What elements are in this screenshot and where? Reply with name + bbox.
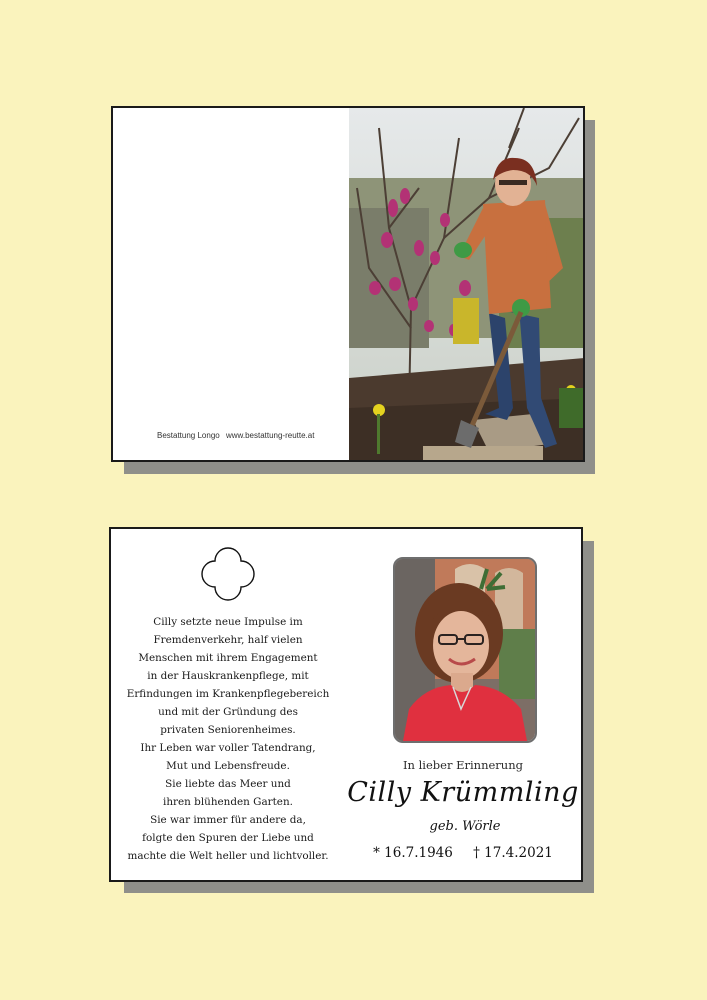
publisher-name: Bestattung Longo bbox=[157, 431, 220, 440]
deceased-name: Cilly Krümmling bbox=[347, 777, 579, 808]
poem-line: Ihr Leben war voller Tatendrang, bbox=[140, 742, 316, 754]
poem-line: Menschen mit ihrem Engagement bbox=[138, 652, 318, 664]
clover-icon bbox=[199, 545, 257, 603]
life-dates bbox=[343, 845, 583, 861]
poem-line: Sie war immer für andere da, bbox=[150, 814, 306, 826]
poem-line: ihren blühenden Garten. bbox=[163, 796, 293, 808]
poem-line: Fremdenverkehr, half vielen bbox=[153, 634, 303, 646]
publisher-website: www.bestattung-reutte.at bbox=[225, 431, 315, 440]
portrait-photo bbox=[393, 557, 537, 743]
poem-line: folgte den Spuren der Liebe und bbox=[142, 832, 314, 844]
garden-photo bbox=[349, 108, 585, 460]
death-date: † 17.4.2021 bbox=[473, 845, 553, 861]
poem-line: privaten Seniorenheimes. bbox=[160, 724, 296, 736]
memory-heading: In lieber Erinnerung bbox=[403, 758, 523, 772]
poem-line: in der Hauskrankenpflege, mit bbox=[147, 670, 309, 682]
memorial-text bbox=[115, 613, 341, 865]
poem-line: Cilly setzte neue Impulse im bbox=[153, 616, 303, 628]
publisher-imprint bbox=[157, 431, 314, 440]
poem-line: Sie liebte das Meer und bbox=[165, 778, 291, 790]
poem-line: machte die Welt heller und lichtvoller. bbox=[127, 850, 329, 862]
birth-name: geb. Wörle bbox=[429, 819, 501, 834]
card-front bbox=[111, 106, 585, 462]
card-inside bbox=[109, 527, 583, 882]
poem-line: Erfindungen im Krankenpflegebereich bbox=[126, 688, 330, 700]
birth-date: * 16.7.1946 bbox=[373, 845, 453, 861]
poem-line: und mit der Gründung des bbox=[158, 706, 298, 718]
poem-line: Mut und Lebensfreude. bbox=[166, 760, 290, 772]
portrait-image bbox=[395, 559, 535, 741]
